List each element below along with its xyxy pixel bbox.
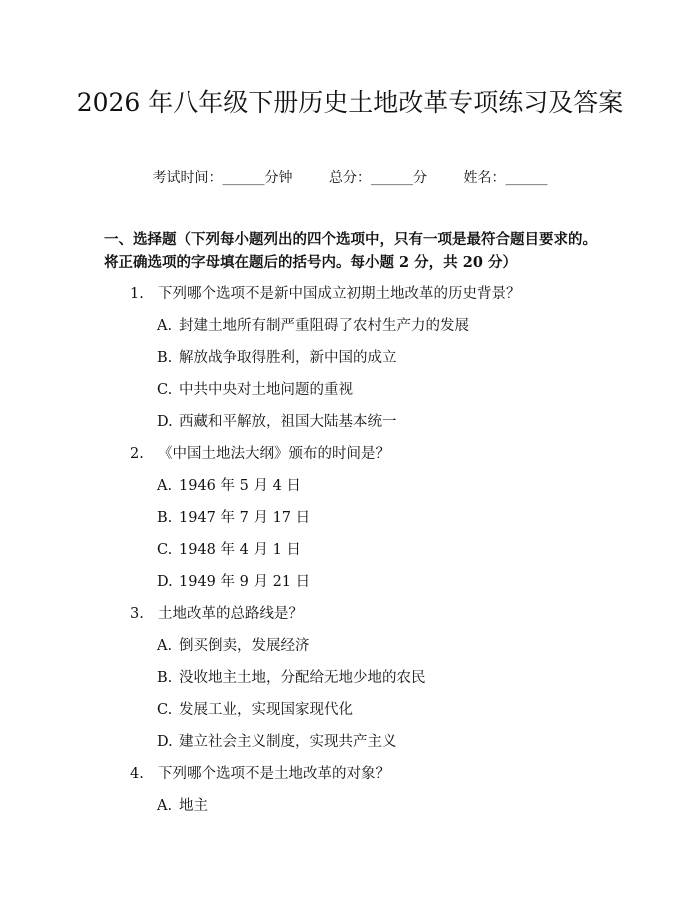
question-text: 下列哪个选项不是新中国成立初期土地改革的历史背景？ (158, 286, 521, 302)
exam-time-blank[interactable]: ______ (222, 170, 265, 186)
option-letter: C. (157, 542, 173, 558)
question-2-option-a (157, 476, 301, 496)
option-text: 发展工业，实现国家现代化 (179, 702, 353, 718)
question-number: 4. (130, 766, 144, 782)
option-text: 解放战争取得胜利，新中国的成立 (179, 350, 397, 366)
option-letter: A. (157, 318, 173, 334)
question-2-option-c (157, 540, 301, 560)
question-1-option-d (157, 412, 397, 432)
total-score-label: 总分： (329, 170, 371, 186)
option-text: 没收地主土地，分配给无地少地的农民 (179, 670, 426, 686)
option-letter: A. (157, 478, 173, 494)
question-number: 2. (130, 446, 144, 462)
option-letter: D. (157, 574, 173, 590)
exam-time-field (153, 167, 293, 187)
exam-info-line (0, 167, 700, 187)
question-1-option-b (157, 348, 397, 368)
question-3 (130, 604, 303, 624)
option-text: 倒买倒卖，发展经济 (179, 638, 310, 654)
option-text: 封建土地所有制严重阻碍了农村生产力的发展 (179, 318, 469, 334)
section-heading: 一、选择题（下列每小题列出的四个选项中，只有一项是最符合题目要求的。将正确选项的字母填在题后的括号内。每小题 2 分，共 20 分） (104, 231, 597, 271)
question-1-option-c (157, 380, 353, 400)
option-text: 1946 年 5 月 4 日 (179, 478, 301, 494)
option-letter: A. (157, 638, 173, 654)
question-3-option-d (157, 732, 397, 752)
option-letter: C. (157, 382, 173, 398)
question-number: 3. (130, 606, 144, 622)
option-letter: C. (157, 702, 173, 718)
option-text: 地主 (179, 798, 208, 814)
question-number: 1. (130, 286, 144, 302)
option-text: 中共中央对土地问题的重视 (179, 382, 353, 398)
option-text: 西藏和平解放，祖国大陆基本统一 (179, 414, 397, 430)
question-1 (130, 284, 521, 304)
question-2 (130, 444, 390, 464)
name-field (463, 167, 547, 187)
question-text: 《中国土地法大纲》颁布的时间是？ (158, 446, 390, 462)
document-title: 2026 年八年级下册历史土地改革专项练习及答案 (76, 88, 624, 117)
option-letter: D. (157, 734, 173, 750)
total-score-field (329, 167, 427, 187)
option-text: 1948 年 4 月 1 日 (179, 542, 301, 558)
question-2-option-d (157, 572, 310, 592)
option-letter: B. (157, 510, 173, 526)
question-text: 土地改革的总路线是？ (158, 606, 303, 622)
question-text: 下列哪个选项不是土地改革的对象？ (158, 766, 390, 782)
option-text: 1947 年 7 月 17 日 (179, 510, 311, 526)
question-3-option-c (157, 700, 353, 720)
option-letter: D. (157, 414, 173, 430)
total-score-blank[interactable]: ______ (371, 170, 413, 186)
option-letter: A. (157, 798, 173, 814)
option-text: 1949 年 9 月 21 日 (179, 574, 311, 590)
question-3-option-a (157, 636, 310, 656)
name-label: 姓名： (463, 170, 506, 186)
name-blank[interactable]: ______ (505, 170, 548, 186)
question-1-option-a (157, 316, 469, 336)
option-letter: B. (157, 350, 173, 366)
question-4 (130, 764, 390, 784)
question-2-option-b (157, 508, 310, 528)
option-text: 建立社会主义制度，实现共产主义 (179, 734, 397, 750)
total-score-unit: 分 (413, 170, 427, 186)
exam-time-unit: 分钟 (264, 170, 293, 186)
question-4-option-a (157, 796, 208, 816)
exam-time-label: 考试时间： (152, 170, 223, 186)
question-3-option-b (157, 668, 426, 688)
option-letter: B. (157, 670, 173, 686)
